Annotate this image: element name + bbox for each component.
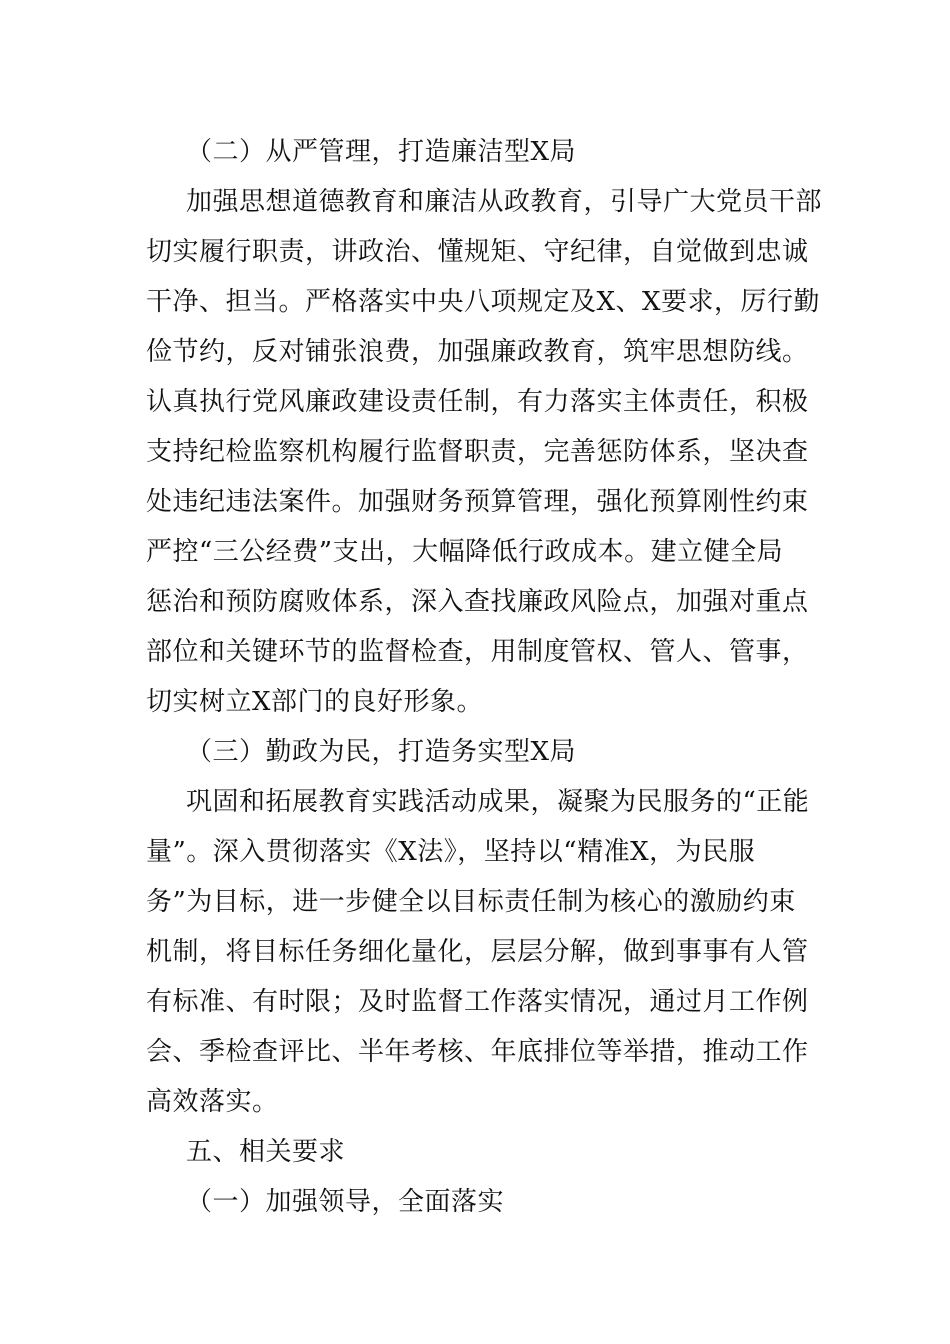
paragraph-line: 部位和关键环节的监督检查，用制度管权、管人、管事， (146, 637, 809, 667)
paragraph-line: 会、季检查评比、半年考核、年底排位等举措，推动工作 (146, 1037, 809, 1067)
paragraph-line: 机制，将目标任务细化量化，层层分解，做到事事有人管 (146, 937, 809, 967)
paragraph-section-3 (146, 777, 808, 1127)
paragraph-line: 认真执行党风廉政建设责任制，有力落实主体责任，积极 (146, 387, 809, 417)
paragraph-section-2 (146, 177, 823, 727)
paragraph-line: 高效落实。 (146, 1087, 279, 1117)
paragraph-line: 加强思想道德教育和廉洁从政教育，引导广大党员干部 (186, 187, 823, 217)
heading-section-5-1: （一）加强领导，全面落实 (186, 1187, 505, 1217)
paragraph-line: 量”。深入贯彻落实《X法》，坚持以“精准X，为民服 (146, 837, 756, 867)
document-body (146, 127, 823, 1227)
heading-section-2: （二）从严管理，打造廉洁型X局 (186, 137, 577, 167)
paragraph-line: 严控“三公经费”支出，大幅降低行政成本。建立健全局 (146, 537, 784, 567)
paragraph-line: 支持纪检监察机构履行监督职责，完善惩防体系，坚决查 (146, 437, 809, 467)
paragraph-line: 有标准、有时限；及时监督工作落实情况，通过月工作例 (146, 987, 809, 1017)
heading-section-3: （三）勤政为民，打造务实型X局 (186, 737, 577, 767)
paragraph-line: 切实履行职责，讲政治、懂规矩、守纪律，自觉做到忠诚 (146, 237, 809, 267)
paragraph-line: 处违纪违法案件。加强财务预算管理，强化预算刚性约束 (146, 487, 809, 517)
paragraph-line: 切实树立X部门的良好形象。 (146, 687, 484, 717)
heading-section-5: 五、相关要求 (186, 1137, 346, 1167)
paragraph-line: 干净、担当。严格落实中央八项规定及X、X要求，厉行勤 (146, 287, 821, 317)
paragraph-line: 俭节约，反对铺张浪费，加强廉政教育，筑牢思想防线。 (146, 337, 809, 367)
paragraph-line: 惩治和预防腐败体系，深入查找廉政风险点，加强对重点 (146, 587, 809, 617)
paragraph-line: 巩固和拓展教育实践活动成果，凝聚为民服务的“正能 (186, 787, 810, 817)
paragraph-line: 务”为目标，进一步健全以目标责任制为核心的激励约束 (146, 887, 796, 917)
